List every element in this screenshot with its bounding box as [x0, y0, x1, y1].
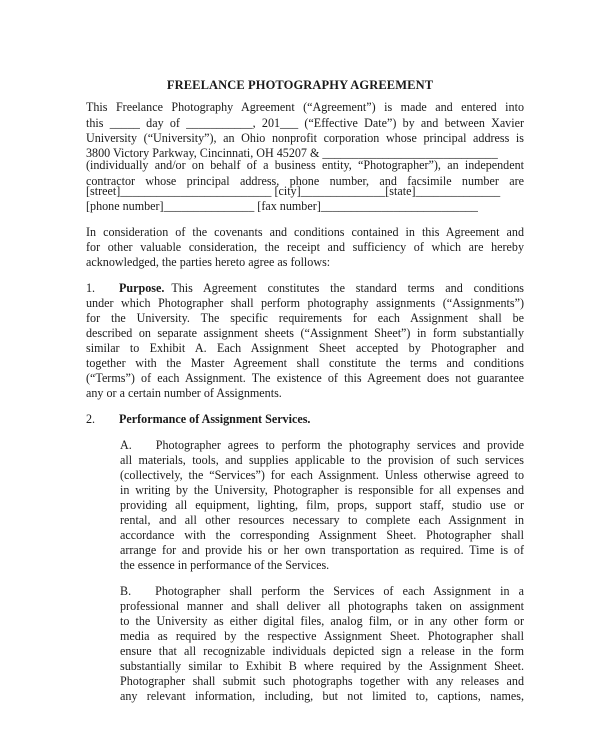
section-1-line: described on separate assignment sheets (“Assignment Sheet”) in form substantially [86, 326, 524, 340]
section-1-line: under which Photographer shall perform photography assignments (“Assignments”) [86, 296, 524, 310]
intro-line: this _____ day of ___________, 201___ (“Effective Date”) by and between Xavier [86, 116, 524, 130]
section-2b-line: professional manner and shall deliver all photographs taken on assignment [120, 599, 524, 613]
consideration-line: acknowledged, the parties hereto agree as follows: [86, 255, 331, 269]
section-2a-label: A. [120, 438, 132, 452]
section-2b-label: B. [120, 584, 132, 598]
section-1-line: together with the Master Agreement shall constitute the terms and conditions [86, 356, 524, 370]
intro-line: [phone number]_______________ [fax number]__________________________ [86, 199, 478, 213]
section-2a-line: (collectively, the “Services”) for each Assignment. Unless otherwise agreed to [120, 468, 524, 482]
document-title: FREELANCE PHOTOGRAPHY AGREEMENT [166, 78, 434, 92]
section-2a-line: accordance with the corresponding Assignment Sheet. Photographer shall [120, 528, 524, 542]
section-2b-line: substantially similar to Exhibit B where required by the Assignment Sheet. [120, 659, 524, 673]
section-2b-text: Photographer shall perform the Services of each Assignment in a [155, 584, 524, 598]
section-2-number: 2. [86, 412, 96, 426]
intro-line: (individually and/or on behalf of a business entity, “Photographer”), an independent [86, 158, 524, 172]
section-2b-line: any relevant information, including, but not limited to, captions, names, [120, 689, 524, 703]
section-2b-line: ensure that all recognizable individuals depicted sign a release in the form [120, 644, 524, 658]
section-1-text: This Agreement constitutes the standard terms and conditions [171, 281, 524, 295]
section-2b-line: media as required by the respective Assignment Sheet. Photographer shall [120, 629, 524, 643]
section-1-first-line [86, 281, 524, 296]
intro-line: 3800 Victory Parkway, Cincinnati, OH 45207 & _____________________________ [86, 146, 498, 160]
section-2a-line: the essence in performance of the Services. [120, 558, 330, 572]
section-2b-line: Photographer shall submit such photographs together with any releases and [120, 674, 524, 688]
section-2a-line: arrange for and provide his or her own transportation as required. Time is of [120, 543, 524, 557]
section-2a-line: all materials, tools, and supplies applicable to the provision of such services [120, 453, 524, 467]
section-2a-line: rental, and all other resources necessary to complete each Assignment in [120, 513, 524, 527]
section-2b-first-line [120, 584, 524, 599]
section-2a-text: Photographer agrees to perform the photography services and provide [155, 438, 524, 452]
section-2a-line: providing all equipment, lighting, film, props, support staff, studio use or [120, 498, 524, 512]
section-1-line: any or a certain number of Assignments. [86, 386, 282, 400]
section-1-line: for the University. The specific requirements for each Assignment shall be [86, 311, 524, 325]
section-1-line: similar to Exhibit A. Each Assignment Sheet accepted by Photographer and [86, 341, 524, 355]
intro-line: contractor whose principal address, phone number, and facsimile number are [86, 174, 524, 188]
consideration-line: for other valuable consideration, the receipt and sufficiency of which are hereby [86, 240, 524, 254]
intro-line: This Freelance Photography Agreement (“Agreement”) is made and entered into [86, 100, 524, 114]
intro-line: University (“University”), an Ohio nonprofit corporation whose principal address is [86, 131, 524, 145]
section-1-heading: Purpose. [119, 281, 165, 295]
section-2b-line: to the University as either digital files, analog film, or in any other form or [120, 614, 524, 628]
section-2a-first-line [120, 438, 524, 453]
section-1-number: 1. [86, 281, 96, 295]
section-2a-line: in writing by the University, Photographer is responsible for all expenses and [120, 483, 524, 497]
intro-line: [street]_________________________ [city]______________[state]______________ [86, 184, 501, 198]
section-2-heading-line [86, 412, 524, 427]
section-2-heading: Performance of Assignment Services. [119, 412, 311, 426]
consideration-line: In consideration of the covenants and conditions contained in this Agreement and [86, 225, 524, 239]
section-1-line: (“Terms”) of each Assignment. The existence of this Agreement does not guarantee [86, 371, 524, 385]
